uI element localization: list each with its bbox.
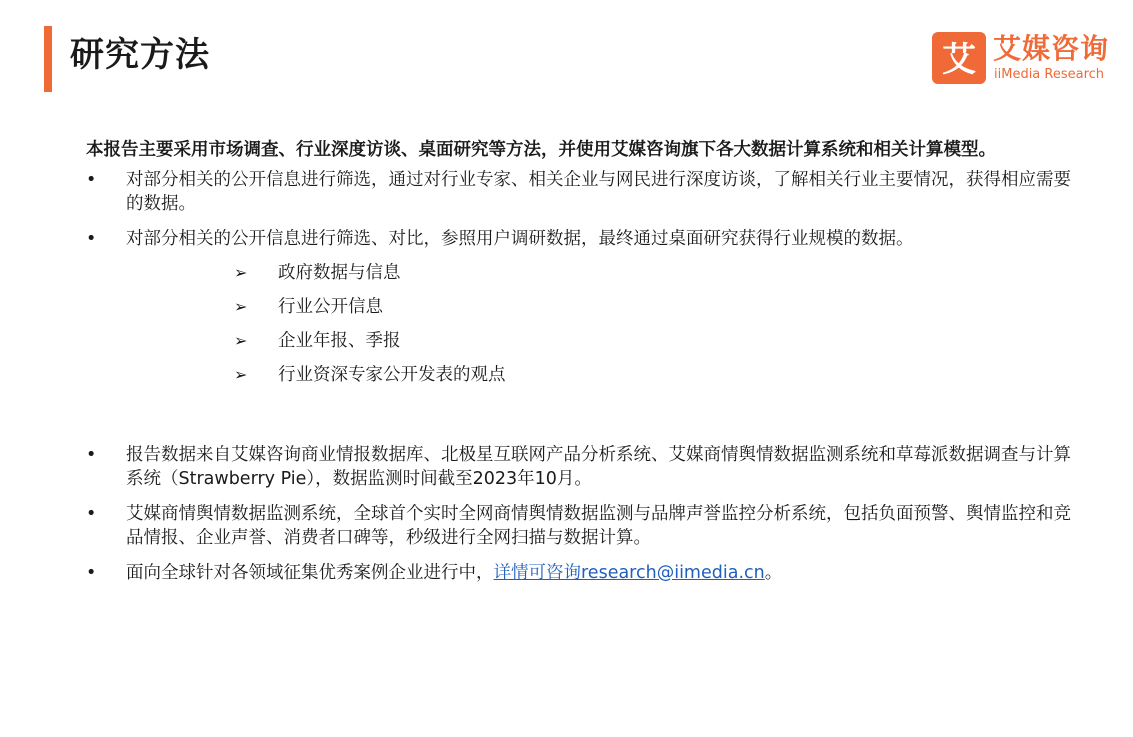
list-item-text: 对部分相关的公开信息进行筛选，通过对行业专家、相关企业与网民进行深度访谈，了解相关行业主要情况，获得相应需要的数据。 — [126, 170, 1071, 214]
source-item-text: 行业公开信息 — [278, 297, 383, 317]
contact-email-link[interactable]: 详情可咨询research@iimedia.cn — [493, 563, 765, 583]
data-source-list — [86, 443, 1076, 585]
source-item — [234, 261, 1076, 285]
list-item-text: 艾媒商情舆情数据监测系统，全球首个实时全网商情舆情数据监测与品牌声誉监控分析系统，包括负面预警、舆情监控和竞品情报、企业声誉、消费者口碑等，秒级进行全网扫描与数据计算。 — [126, 504, 1071, 548]
intro-paragraph: 本报告主要采用市场调查、行业深度访谈、桌面研究等方法，并使用艾媒咨询旗下各大数据计算系统和相关计算模型。 — [86, 140, 996, 160]
source-item-text: 企业年报、季报 — [278, 331, 401, 351]
source-item — [234, 295, 1076, 319]
arrow-bullet-icon: ➢ — [234, 297, 248, 316]
source-item-text: 政府数据与信息 — [278, 263, 401, 283]
brand-logo — [932, 32, 1117, 86]
source-item — [234, 363, 1076, 387]
bullet-icon: • — [86, 170, 97, 190]
logo-glyph — [938, 37, 980, 79]
logo-name: 艾媒咨询 — [993, 32, 1110, 65]
arrow-bullet-icon: ➢ — [234, 365, 248, 384]
arrow-bullet-icon: ➢ — [234, 331, 248, 350]
bullet-icon: • — [86, 445, 97, 465]
bullet-icon: • — [86, 504, 97, 524]
main-content — [86, 138, 1076, 585]
list-item — [86, 443, 1076, 491]
list-item — [86, 168, 1076, 216]
bullet-icon: • — [86, 563, 97, 583]
logo-mark-icon — [932, 32, 986, 84]
list-item-text: 对部分相关的公开信息进行筛选、对比，参照用户调研数据，最终通过桌面研究获得行业规模的数据。 — [126, 229, 914, 249]
svg-text:艾: 艾 — [942, 40, 976, 79]
page-title: 研究方法 — [70, 35, 210, 75]
list-item — [86, 561, 1076, 585]
list-item-text: 面向全球针对各领域征集优秀案例企业进行中， — [126, 563, 494, 583]
source-item-text: 行业资深专家公开发表的观点 — [278, 365, 506, 385]
bullet-icon: • — [86, 229, 97, 249]
logo-subtitle: iiMedia Research — [994, 67, 1105, 82]
list-item-text: 报告数据来自艾媒咨询商业情报数据库、北极星互联网产品分析系统、艾媒商情舆情数据监测系统和草莓派数据调查与计算系统（Strawberry Pie），数据监测时间截至2023年10月。 — [126, 445, 1071, 489]
arrow-bullet-icon: ➢ — [234, 263, 248, 282]
title-accent-bar — [44, 26, 52, 92]
list-item-suffix: 。 — [764, 563, 783, 583]
section-spacer — [86, 387, 1076, 432]
list-item — [86, 502, 1076, 550]
method-list — [86, 168, 1076, 387]
source-list — [126, 261, 1076, 387]
list-item — [86, 227, 1076, 387]
source-item — [234, 329, 1076, 353]
